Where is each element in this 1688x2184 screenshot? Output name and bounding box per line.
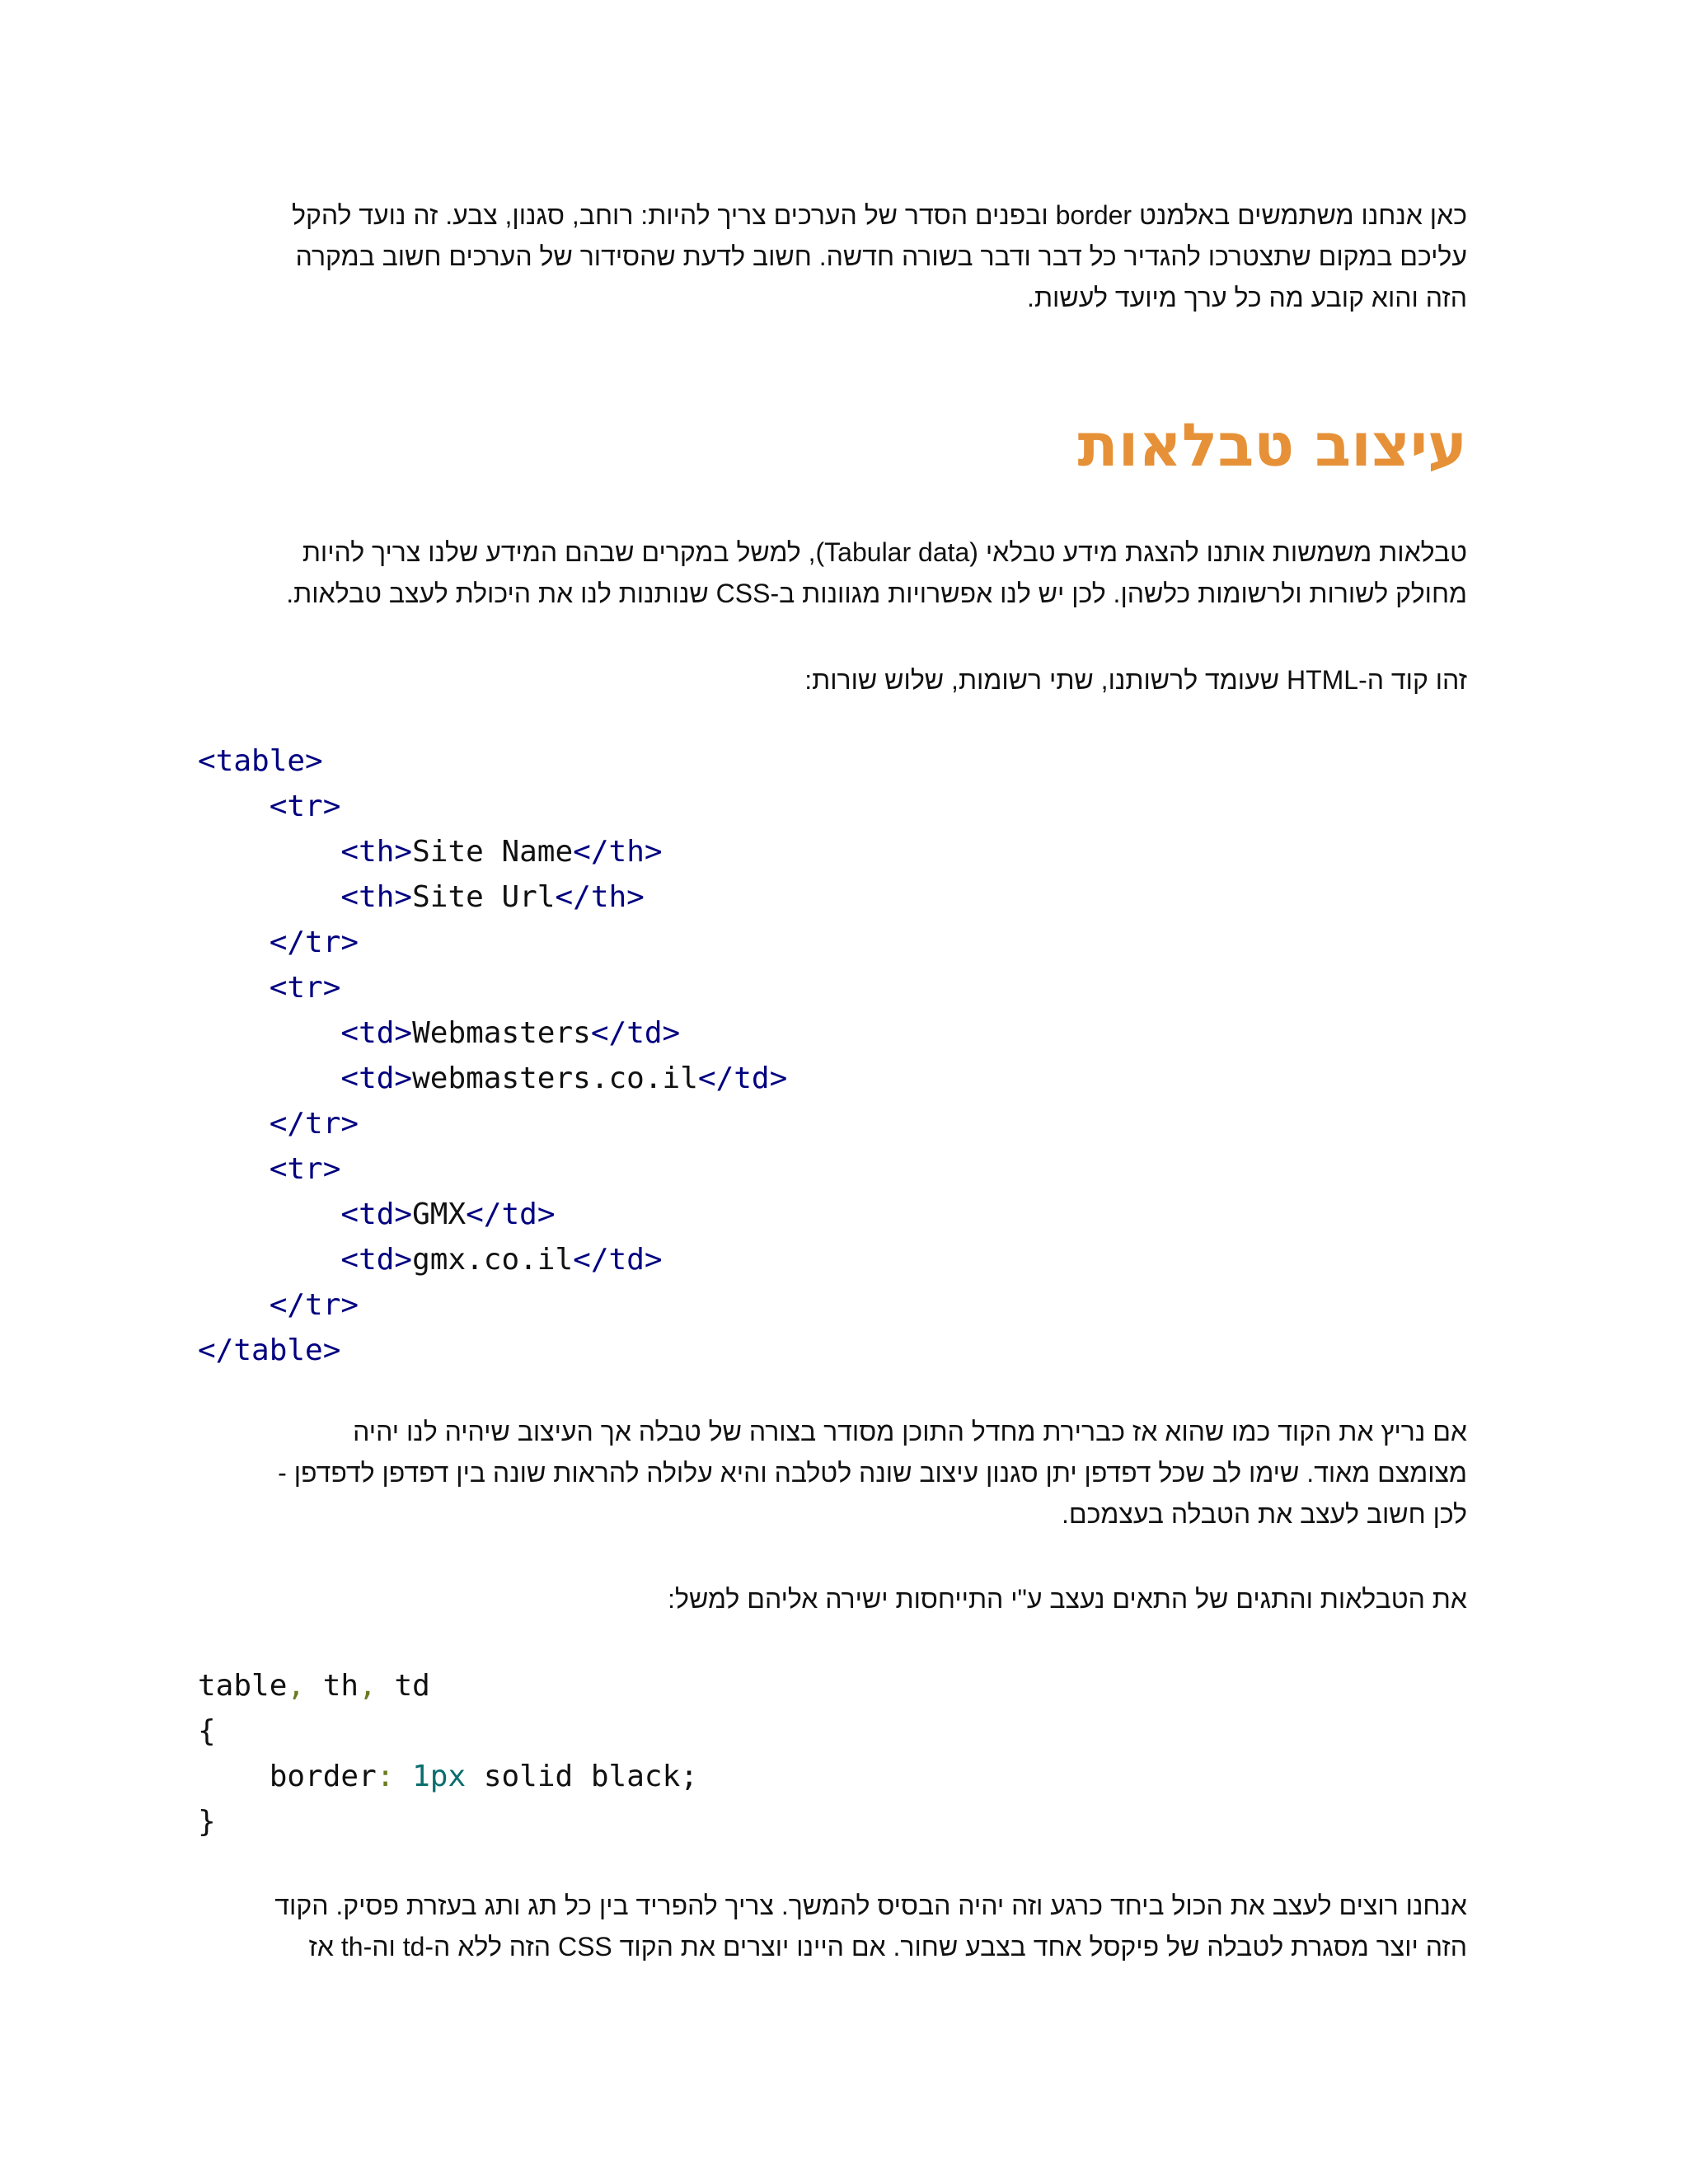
- code-line: [198, 1146, 787, 1192]
- code-line: [198, 829, 787, 874]
- paragraph-cells-intro: [198, 1578, 1467, 1619]
- code-token-txt: [198, 1107, 270, 1141]
- code-token-txt: Webmasters: [412, 1016, 591, 1050]
- code-token-txt: [394, 1760, 412, 1793]
- code-token-txt: Site Name: [412, 835, 574, 869]
- text-line: אם נריץ את הקוד כמו שהוא אז כברירת מחדל התוכן מסודר בצורה של טבלה אך העיצוב שיהיה לנו יהיה: [353, 1417, 1467, 1446]
- code-token-tag: </table>: [198, 1333, 341, 1367]
- code-token-txt: [198, 971, 270, 1005]
- code-token-txt: th: [305, 1669, 359, 1703]
- code-token-tag: </tr>: [269, 1288, 359, 1322]
- text-line: כאן אנחנו משתמשים באלמנט border ובפנים הסדר של הערכים צריך להיות: רוחב, סגנון, צבע. זה נועד להקל: [291, 200, 1467, 230]
- code-token-txt: [198, 1243, 340, 1277]
- code-token-punct: ,: [359, 1669, 377, 1703]
- code-token-txt: table: [198, 1669, 288, 1703]
- code-token-tag: </tr>: [269, 1107, 359, 1141]
- paragraph-browser-note: [198, 1411, 1467, 1535]
- code-line: [198, 920, 787, 965]
- code-line: [198, 1101, 787, 1146]
- document-page: [198, 0, 1467, 2184]
- code-token-txt: }: [198, 1805, 216, 1839]
- code-token-txt: gmx.co.il: [412, 1243, 574, 1277]
- text-line: הזה והוא קובע מה כל ערך מיועד לעשות.: [1027, 283, 1467, 312]
- text-line: טבלאות משמשות אותנו להצגת מידע טבלאי (Tabular data), למשל במקרים שבהם המידע שלנו צריך להיות: [302, 537, 1467, 567]
- text-line: לכן חשוב לעצב את הטבלה בעצמכם.: [1062, 1499, 1467, 1529]
- code-token-tag: </td>: [590, 1016, 681, 1050]
- code-token-num: 1px: [412, 1760, 467, 1793]
- code-token-tag: <tr>: [269, 1152, 341, 1186]
- code-line: [198, 1010, 787, 1056]
- code-token-txt: webmasters.co.il: [412, 1062, 698, 1095]
- code-token-tag: </td>: [466, 1197, 556, 1231]
- code-token-txt: td: [376, 1669, 430, 1703]
- code-token-txt: [198, 1062, 340, 1095]
- code-token-txt: GMX: [412, 1197, 467, 1231]
- code-token-tag: </tr>: [269, 926, 359, 959]
- code-token-tag: <table>: [198, 744, 323, 778]
- code-token-tag: </th>: [573, 835, 663, 869]
- code-token-tag: <td>: [340, 1197, 413, 1231]
- text-line: מצומצם מאוד. שימו לב שכל דפדפן יתן סגנון עיצוב שונה לטלבה והיא עלולה להראות שונה בין דפדפן לדפדפן -: [278, 1458, 1467, 1488]
- code-token-tag: <th>: [340, 835, 413, 869]
- code-token-txt: [198, 1197, 340, 1231]
- code-line: [198, 1328, 787, 1373]
- text-line: זהו קוד ה-HTML שעומד לרשותנו, שתי רשומות, שלוש שורות:: [804, 665, 1467, 695]
- paragraph-closing: [198, 1885, 1467, 1967]
- code-token-txt: Site Url: [412, 880, 556, 914]
- code-line: [198, 738, 787, 784]
- css-code-block: [198, 1663, 698, 1844]
- code-token-tag: </td>: [697, 1062, 788, 1095]
- code-line: [198, 965, 787, 1010]
- html-code-block: [198, 738, 787, 1373]
- text-line: את הטבלאות והתגים של התאים נעצב ע"י התייחסות ישירה אליהם למשל:: [668, 1584, 1467, 1614]
- code-token-txt: border: [198, 1760, 377, 1793]
- code-token-tag: </td>: [573, 1243, 663, 1277]
- code-token-txt: [198, 835, 340, 869]
- code-token-txt: [198, 790, 270, 823]
- code-token-tag: <td>: [340, 1016, 413, 1050]
- code-token-tag: <td>: [340, 1062, 413, 1095]
- code-line: [198, 1708, 698, 1754]
- paragraph-html-code-intro: [198, 659, 1467, 701]
- code-line: [198, 1754, 698, 1799]
- code-token-txt: solid black;: [466, 1760, 698, 1793]
- code-token-txt: {: [198, 1714, 216, 1748]
- code-token-txt: [198, 1016, 340, 1050]
- code-line: [198, 1663, 698, 1708]
- code-line: [198, 1237, 787, 1282]
- code-line: [198, 1056, 787, 1101]
- code-token-txt: [198, 926, 270, 959]
- code-token-tag: <td>: [340, 1243, 413, 1277]
- section-heading: עיצוב טבלאות: [1077, 410, 1467, 480]
- code-token-txt: [198, 1152, 270, 1186]
- paragraph-border-explanation: [198, 194, 1467, 318]
- code-token-punct: ,: [287, 1669, 306, 1703]
- paragraph-tables-intro: [198, 532, 1467, 614]
- code-token-txt: [198, 1288, 270, 1322]
- text-line: עליכם במקום שתצטרכו להגדיר כל דבר ודבר בשורה חדשה. חשוב לדעת שהסידור של הערכים חשוב במקרה: [295, 241, 1467, 271]
- text-line: אנחנו רוצים לעצב את הכול ביחד כרגע וזה יהיה הבסיס להמשך. צריך להפריד בין כל תג ותג בעזרת פסיק. הקוד: [274, 1891, 1467, 1920]
- code-token-punct: :: [376, 1760, 395, 1793]
- code-token-tag: <tr>: [269, 971, 341, 1005]
- text-line: מחולק לשורות ולרשומות כלשהן. לכן יש לנו אפשרויות מגוונות ב-CSS שנותנות לנו את היכולת לעצב טבלאות.: [286, 579, 1467, 608]
- code-line: [198, 1799, 698, 1844]
- code-line: [198, 1192, 787, 1237]
- text-line: הזה יוצר מסגרת לטבלה של פיקסל אחד בצבע שחור. אם היינו יוצרים את הקוד CSS הזה ללא ה-td וה-th אז: [308, 1932, 1467, 1961]
- code-token-tag: </th>: [555, 880, 645, 914]
- code-line: [198, 784, 787, 829]
- code-token-tag: <th>: [340, 880, 413, 914]
- code-line: [198, 874, 787, 920]
- code-token-tag: <tr>: [269, 790, 341, 823]
- code-line: [198, 1282, 787, 1328]
- code-token-txt: [198, 880, 340, 914]
